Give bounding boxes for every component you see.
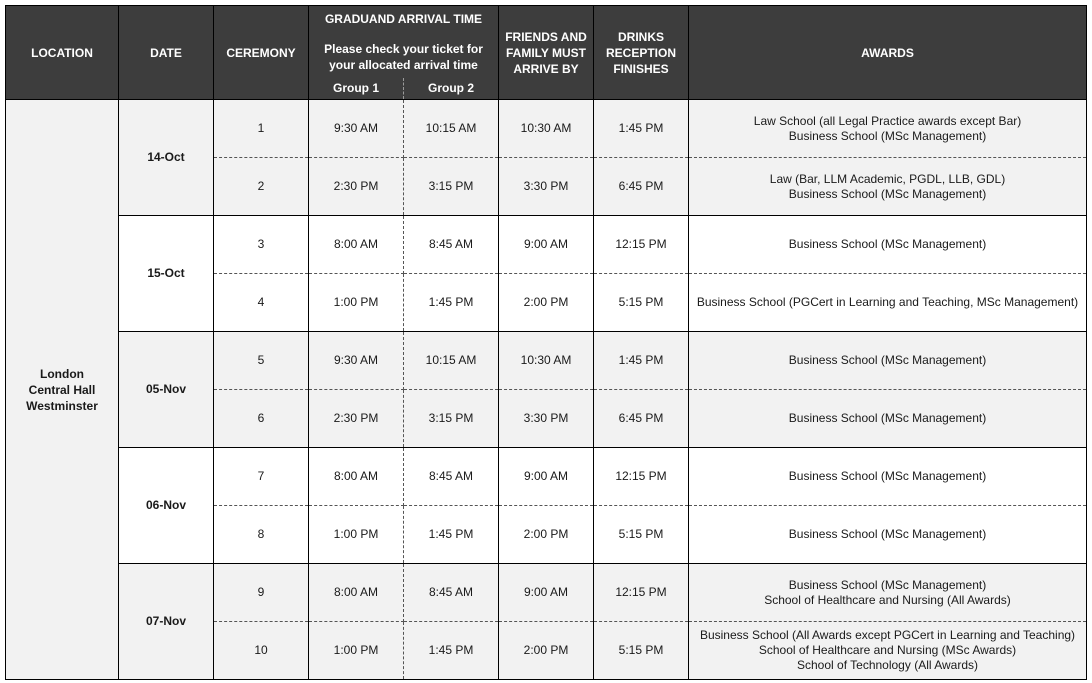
table-row	[6, 100, 1087, 158]
header-drinks-reception	[594, 6, 689, 100]
drinks-finish-cell: 12:15 PM	[594, 564, 689, 622]
ceremony-cell: 3	[214, 216, 309, 274]
awards-cell	[689, 390, 1087, 448]
friends-arrive-cell: 2:00 PM	[499, 506, 594, 564]
group1-time-cell: 2:30 PM	[309, 390, 404, 448]
drinks-finish-cell: 6:45 PM	[594, 158, 689, 216]
header-group2: Group 2	[404, 78, 499, 100]
date-cell: 05-Nov	[119, 332, 214, 448]
arrival-note-line2: your allocated arrival time	[329, 58, 478, 72]
drinks-finish-cell: 5:15 PM	[594, 274, 689, 332]
date-cell: 06-Nov	[119, 448, 214, 564]
friends-arrive-cell: 2:00 PM	[499, 622, 594, 680]
award-line: Business School (MSc Management)	[788, 237, 987, 251]
group2-time-cell: 8:45 AM	[404, 564, 499, 622]
group1-time-cell: 1:00 PM	[309, 622, 404, 680]
friends-line3: ARRIVE BY	[513, 61, 579, 76]
awards-cell	[689, 100, 1087, 158]
friends-arrive-cell: 10:30 AM	[499, 100, 594, 158]
friends-arrive-cell: 10:30 AM	[499, 332, 594, 390]
header-date: DATE	[119, 6, 214, 100]
group1-time-cell: 9:30 AM	[309, 332, 404, 390]
drinks-finish-cell: 12:15 PM	[594, 448, 689, 506]
group2-time-cell: 3:15 PM	[404, 390, 499, 448]
award-line: School of Healthcare and Nursing (MSc Awards)	[758, 643, 1017, 657]
table-row	[6, 448, 1087, 506]
header-friends-family	[499, 6, 594, 100]
group1-time-cell: 1:00 PM	[309, 506, 404, 564]
header-arrival-time	[309, 6, 499, 78]
group2-time-cell: 8:45 AM	[404, 448, 499, 506]
ceremony-cell: 1	[214, 100, 309, 158]
location-line1: London	[40, 366, 84, 381]
location-line2: Central Hall	[28, 382, 96, 397]
header-ceremony: CEREMONY	[214, 6, 309, 100]
friends-arrive-cell: 9:00 AM	[499, 216, 594, 274]
drinks-finish-cell: 1:45 PM	[594, 332, 689, 390]
drinks-line3: FINISHES	[613, 61, 669, 76]
header-group1: Group 1	[309, 78, 404, 100]
drinks-finish-cell: 1:45 PM	[594, 100, 689, 158]
awards-cell	[689, 158, 1087, 216]
ceremony-cell: 10	[214, 622, 309, 680]
group2-time-cell: 8:45 AM	[404, 216, 499, 274]
ceremony-cell: 8	[214, 506, 309, 564]
awards-cell	[689, 274, 1087, 332]
award-line: Business School (MSc Management)	[788, 577, 987, 592]
friends-arrive-cell: 3:30 PM	[499, 158, 594, 216]
date-cell: 15-Oct	[119, 216, 214, 332]
date-cell: 07-Nov	[119, 564, 214, 680]
table-row	[6, 216, 1087, 274]
group2-time-cell: 1:45 PM	[404, 506, 499, 564]
ceremony-cell: 2	[214, 158, 309, 216]
table-row	[6, 564, 1087, 622]
award-line: School of Healthcare and Nursing (All Awards)	[764, 592, 1011, 607]
arrival-title: GRADUAND ARRIVAL TIME	[324, 12, 483, 26]
friends-arrive-cell: 9:00 AM	[499, 448, 594, 506]
drinks-finish-cell: 12:15 PM	[594, 216, 689, 274]
arrival-note-line1: Please check your ticket for	[324, 42, 483, 56]
group1-time-cell: 9:30 AM	[309, 100, 404, 158]
ceremony-cell: 4	[214, 274, 309, 332]
group2-time-cell: 10:15 AM	[404, 100, 499, 158]
group2-time-cell: 1:45 PM	[404, 622, 499, 680]
award-line: Business School (MSc Management)	[788, 469, 987, 483]
friends-arrive-cell: 9:00 AM	[499, 564, 594, 622]
location-line3: Westminster	[26, 398, 98, 413]
schedule-table	[5, 5, 1087, 680]
awards-cell	[689, 216, 1087, 274]
ceremony-cell: 9	[214, 564, 309, 622]
header-location: LOCATION	[6, 6, 119, 100]
friends-line2: FAMILY MUST	[505, 45, 586, 60]
awards-cell	[689, 332, 1087, 390]
friends-arrive-cell: 3:30 PM	[499, 390, 594, 448]
award-line: Law School (all Legal Practice awards except Bar)	[753, 113, 1022, 128]
award-line: Business School (All Awards except PGCert in Learning and Teaching)	[699, 628, 1076, 642]
group2-time-cell: 3:15 PM	[404, 158, 499, 216]
friends-line1: FRIENDS AND	[505, 29, 587, 44]
drinks-finish-cell: 6:45 PM	[594, 390, 689, 448]
group1-time-cell: 8:00 AM	[309, 448, 404, 506]
drinks-finish-cell: 5:15 PM	[594, 622, 689, 680]
ceremony-cell: 5	[214, 332, 309, 390]
group1-time-cell: 8:00 AM	[309, 564, 404, 622]
date-cell: 14-Oct	[119, 100, 214, 216]
drinks-finish-cell: 5:15 PM	[594, 506, 689, 564]
group1-time-cell: 2:30 PM	[309, 158, 404, 216]
awards-cell	[689, 564, 1087, 622]
awards-cell	[689, 448, 1087, 506]
award-line: School of Technology (All Awards)	[797, 658, 978, 672]
ceremony-cell: 7	[214, 448, 309, 506]
table-body	[6, 100, 1087, 680]
group2-time-cell: 10:15 AM	[404, 332, 499, 390]
drinks-line2: RECEPTION	[605, 45, 676, 60]
award-line: Business School (MSc Management)	[788, 527, 987, 541]
ceremony-cell: 6	[214, 390, 309, 448]
friends-arrive-cell: 2:00 PM	[499, 274, 594, 332]
group1-time-cell: 8:00 AM	[309, 216, 404, 274]
group1-time-cell: 1:00 PM	[309, 274, 404, 332]
award-line: Law (Bar, LLM Academic, PGDL, LLB, GDL)	[769, 171, 1006, 186]
award-line: Business School (MSc Management)	[788, 353, 987, 367]
table-row	[6, 332, 1087, 390]
drinks-line1: DRINKS	[617, 29, 664, 44]
award-line: Business School (MSc Management)	[788, 186, 987, 201]
location-cell	[6, 100, 119, 680]
group2-time-cell: 1:45 PM	[404, 274, 499, 332]
header-awards: AWARDS	[689, 6, 1087, 100]
awards-cell	[689, 506, 1087, 564]
award-line: Business School (MSc Management)	[788, 411, 987, 425]
table-header	[6, 6, 1087, 100]
award-line: Business School (PGCert in Learning and Teaching, MSc Management)	[696, 295, 1079, 309]
award-line: Business School (MSc Management)	[788, 128, 987, 143]
awards-cell	[689, 622, 1087, 680]
